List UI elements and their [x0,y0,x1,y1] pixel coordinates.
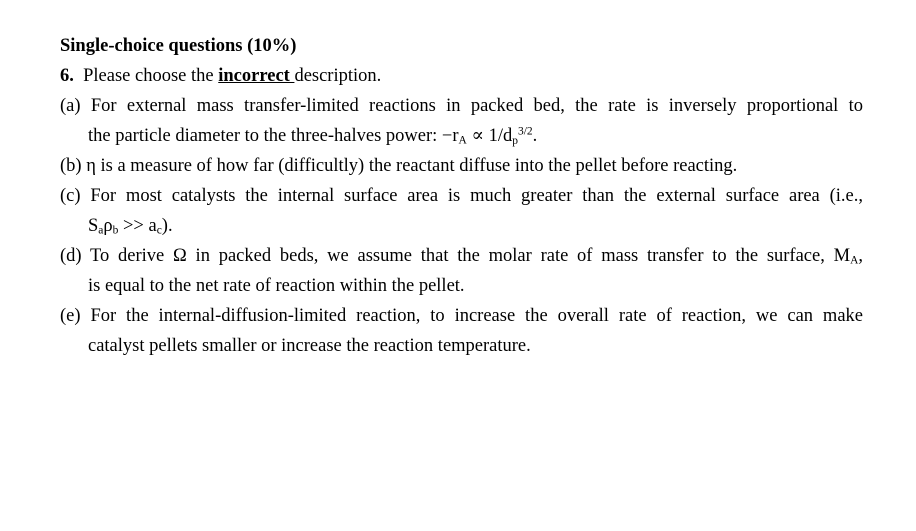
option-a-exponent: 3/2 [517,125,533,138]
option-a-line-2 [88,125,537,147]
option-e-line-2 [88,335,531,357]
option-d-sub-a: A [850,254,859,267]
option-c-sub-b: b [112,224,119,237]
option-d-text-1-pre: To derive Ω in packed beds, we assume that the molar rate of mass transfer to the surface, M [90,246,851,266]
question-prompt-pre: Please choose the [83,66,219,86]
option-c-mid: >> a [118,216,157,236]
option-d-text-1 [90,246,863,266]
option-d-text-2: is equal to the net rate of reaction within the pellet. [88,276,465,296]
option-a-sub-p: p [512,134,518,147]
question-keyword: incorrect [218,66,295,86]
option-b-text-1: η is a measure of how far (difficultly) the reactant diffuse into the pellet before reacting. [86,156,738,176]
option-c-sub-a: a [98,224,104,237]
option-c-s: S [88,216,99,236]
option-e-line-1 [60,305,863,327]
option-e-text-1: For the internal-diffusion-limited reaction, to increase the overall rate of reaction, we can make [90,306,863,326]
option-c-sub-c: c [156,224,162,237]
option-d-comma: , [858,246,863,266]
option-c-line-1 [60,185,863,207]
question-prompt-post: description. [294,66,382,86]
option-e-text-2: catalyst pellets smaller or increase the reaction temperature. [88,336,531,356]
option-c-end: ). [161,216,173,236]
option-e-label: (e) [60,306,81,326]
option-b-label: (b) [60,156,82,176]
question-number: 6. [60,66,74,86]
option-a-text-2: the particle diameter to the three-halves power: −r [88,126,459,146]
option-a-proportional: ∝ 1/d [466,126,513,146]
option-a-line-1 [60,95,863,117]
option-c-line-2 [88,215,173,237]
option-c-text-1: For most catalysts the internal surface area is much greater than the external surface area (i.e., [90,186,863,206]
option-a-text-1: For external mass transfer-limited reactions in packed bed, the rate is inversely proportional to [90,96,864,116]
option-d-line-1 [60,245,863,267]
option-c-rho: ρ [103,216,113,236]
section-title: Single-choice questions (10%) [60,36,297,56]
option-a-sub-a: A [458,134,467,147]
option-a-period: . [532,126,538,146]
option-a-label: (a) [60,96,81,116]
option-c-label: (c) [60,186,81,206]
question-6 [60,65,381,87]
option-d-line-2 [88,275,465,297]
option-b-line-1 [60,155,737,177]
option-d-label: (d) [60,246,82,266]
